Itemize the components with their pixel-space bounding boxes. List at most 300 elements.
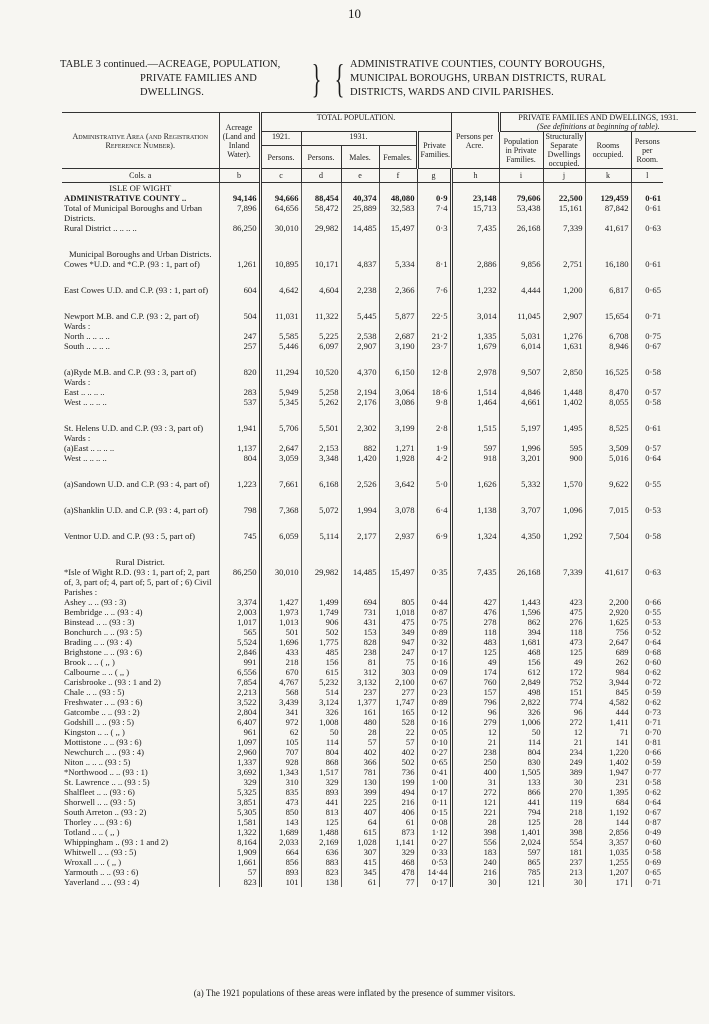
cell: 707 bbox=[260, 747, 301, 757]
cell: 4,661 bbox=[499, 397, 543, 407]
cell: 49 bbox=[543, 657, 585, 667]
cell: 0·57 bbox=[631, 443, 663, 453]
cell: 1,097 bbox=[219, 737, 260, 747]
row-label: South Arreton .. (93 : 2) bbox=[64, 807, 147, 817]
cell: 6,817 bbox=[585, 285, 631, 295]
cell: 40,374 bbox=[341, 193, 379, 203]
cell bbox=[301, 515, 341, 531]
cell: 0·08 bbox=[417, 817, 451, 827]
cell: 3,707 bbox=[499, 505, 543, 515]
row-label: Ventnor U.D. and C.P. (93 : 5, part of) bbox=[64, 531, 196, 541]
cell: 0·09 bbox=[417, 667, 451, 677]
row-label bbox=[62, 295, 219, 311]
cell: 1,377 bbox=[341, 697, 379, 707]
cell: 7,661 bbox=[260, 479, 301, 489]
cell: 71 bbox=[585, 727, 631, 737]
cell: 237 bbox=[543, 857, 585, 867]
cell: 312 bbox=[341, 667, 379, 677]
header-private-families: PRIVATE FAMILIES AND DWELLINGS, 1931. (See definitions at beginning of table). bbox=[499, 113, 696, 132]
cell: 0·69 bbox=[631, 857, 663, 867]
cell: 2,003 bbox=[219, 607, 260, 617]
cell: 30,010 bbox=[260, 223, 301, 233]
cell bbox=[379, 249, 417, 259]
cell: 7,368 bbox=[260, 505, 301, 515]
table-row bbox=[62, 597, 696, 607]
cell: 341 bbox=[260, 707, 301, 717]
cell: 2,751 bbox=[543, 259, 585, 269]
cell: 0·62 bbox=[631, 667, 663, 677]
cell: 77 bbox=[379, 877, 417, 887]
cell: 554 bbox=[543, 837, 585, 847]
cell: 57 bbox=[379, 737, 417, 747]
row-label: West .. .. .. .. bbox=[64, 397, 107, 407]
cell: 11,045 bbox=[499, 311, 543, 331]
cell: 231 bbox=[585, 777, 631, 787]
cell bbox=[585, 515, 631, 531]
table-row bbox=[62, 747, 696, 757]
row-label: North .. .. .. .. bbox=[64, 331, 110, 341]
cell: 498 bbox=[499, 687, 543, 697]
cell: 15,497 bbox=[379, 567, 417, 597]
cell: 48,080 bbox=[379, 193, 417, 203]
cell: 5·0 bbox=[417, 479, 451, 489]
cell: 2,907 bbox=[341, 341, 379, 351]
cell bbox=[543, 233, 585, 249]
row-label: Niton .. .. .. (93 : 5) bbox=[64, 757, 131, 767]
table-row bbox=[62, 737, 696, 747]
cell: 2,366 bbox=[379, 285, 417, 295]
cell: 21·2 bbox=[417, 331, 451, 341]
row-label bbox=[62, 407, 219, 423]
cell bbox=[260, 515, 301, 531]
cell: 12 bbox=[451, 727, 499, 737]
cell: 0·71 bbox=[631, 877, 663, 887]
cell: 1,343 bbox=[260, 767, 301, 777]
cell: 279 bbox=[451, 717, 499, 727]
table-row bbox=[62, 797, 696, 807]
row-label bbox=[62, 515, 219, 531]
cell: 144 bbox=[585, 817, 631, 827]
cell bbox=[543, 183, 585, 194]
cell: 225 bbox=[341, 797, 379, 807]
cell: 1,514 bbox=[451, 387, 499, 397]
cell: 249 bbox=[543, 757, 585, 767]
cell bbox=[417, 249, 451, 259]
cell: 199 bbox=[379, 777, 417, 787]
cell bbox=[585, 183, 631, 194]
cell bbox=[499, 295, 543, 311]
cell: 0·77 bbox=[631, 767, 663, 777]
cell: 1,335 bbox=[451, 331, 499, 341]
row-label: Bembridge .. .. (93 : 4) bbox=[64, 607, 143, 617]
cell: 1,137 bbox=[219, 443, 260, 453]
cell: 2,238 bbox=[341, 285, 379, 295]
table-row bbox=[62, 617, 696, 627]
cell: 7,435 bbox=[451, 567, 499, 597]
cell: 1,747 bbox=[379, 697, 417, 707]
cell: 796 bbox=[451, 697, 499, 707]
cell: 22,500 bbox=[543, 193, 585, 203]
cell: 276 bbox=[543, 617, 585, 627]
cell: 0·35 bbox=[417, 567, 451, 597]
cell: 0·61 bbox=[631, 193, 663, 203]
cell: 1,013 bbox=[260, 617, 301, 627]
cell: 218 bbox=[543, 807, 585, 817]
cell bbox=[631, 233, 663, 249]
cell: 1,679 bbox=[451, 341, 499, 351]
cell bbox=[499, 269, 543, 285]
cell: 2,937 bbox=[379, 531, 417, 541]
cell bbox=[499, 183, 543, 194]
cell: 2,024 bbox=[499, 837, 543, 847]
cell bbox=[219, 249, 260, 259]
cell: 16,525 bbox=[585, 367, 631, 387]
cell: 604 bbox=[219, 285, 260, 295]
cell: 399 bbox=[341, 787, 379, 797]
cell bbox=[260, 463, 301, 479]
row-label: Shorwell .. .. (93 : 5) bbox=[64, 797, 136, 807]
cell bbox=[451, 489, 499, 505]
cell: 161 bbox=[341, 707, 379, 717]
cell: 476 bbox=[451, 607, 499, 617]
cell bbox=[543, 407, 585, 423]
table-row bbox=[62, 531, 696, 541]
table-row bbox=[62, 351, 696, 367]
cell: 0·67 bbox=[631, 341, 663, 351]
cell bbox=[585, 249, 631, 259]
cell: 893 bbox=[260, 867, 301, 877]
cell bbox=[499, 233, 543, 249]
table-row bbox=[62, 777, 696, 787]
cell: 4,370 bbox=[341, 367, 379, 387]
table-row bbox=[62, 505, 696, 515]
cell: 0·68 bbox=[631, 647, 663, 657]
cell: 2,978 bbox=[451, 367, 499, 387]
cell bbox=[417, 541, 451, 557]
cell bbox=[341, 269, 379, 285]
cell: 14,485 bbox=[341, 223, 379, 233]
cell: 114 bbox=[499, 737, 543, 747]
table-row bbox=[62, 837, 696, 847]
cell: 736 bbox=[379, 767, 417, 777]
cell: 820 bbox=[219, 367, 260, 387]
cell: 595 bbox=[543, 443, 585, 453]
cell bbox=[631, 515, 663, 531]
cell: 366 bbox=[341, 757, 379, 767]
row-label: Whippingham .. (93 : 1 and 2) bbox=[64, 837, 169, 847]
cell: 23·7 bbox=[417, 341, 451, 351]
cell bbox=[631, 489, 663, 505]
cell bbox=[260, 249, 301, 259]
row-label bbox=[62, 463, 219, 479]
row-label: Binstead .. .. (93 : 3) bbox=[64, 617, 135, 627]
table-row bbox=[62, 657, 696, 667]
cell: 270 bbox=[543, 787, 585, 797]
cell: 8,055 bbox=[585, 397, 631, 407]
cell: 984 bbox=[585, 667, 631, 677]
row-label: East .. .. .. .. bbox=[64, 387, 105, 397]
cell: 689 bbox=[585, 647, 631, 657]
cell: 2,822 bbox=[499, 697, 543, 707]
table-row bbox=[62, 647, 696, 657]
cell bbox=[543, 515, 585, 531]
cell: 165 bbox=[379, 707, 417, 717]
cell: 86,250 bbox=[219, 223, 260, 233]
cell: 79,606 bbox=[499, 193, 543, 203]
cell bbox=[341, 557, 379, 567]
cell: 1,141 bbox=[379, 837, 417, 847]
row-label: Newchurch .. .. (93 : 4) bbox=[64, 747, 144, 757]
row-label: (a)Ryde M.B. and C.P. (93 : 3, part of) Wards : bbox=[64, 367, 197, 387]
header-acreage: Acreage (Land and Inland Water). bbox=[219, 113, 260, 169]
cell: 670 bbox=[260, 667, 301, 677]
cell: 21 bbox=[543, 737, 585, 747]
cell: 3,944 bbox=[585, 677, 631, 687]
table-row bbox=[62, 387, 696, 397]
cell: 756 bbox=[585, 627, 631, 637]
cell: 8,164 bbox=[219, 837, 260, 847]
cell: 612 bbox=[499, 667, 543, 677]
cell: 29,982 bbox=[301, 223, 341, 233]
cell: 28 bbox=[341, 727, 379, 737]
cell: 0·60 bbox=[631, 657, 663, 667]
cell: 1,008 bbox=[301, 717, 341, 727]
cell bbox=[499, 489, 543, 505]
cell: 5,225 bbox=[301, 331, 341, 341]
footnote: (a) The 1921 populations of these areas were inflated by the presence of summer visitors. bbox=[193, 988, 516, 998]
cell: 15,497 bbox=[379, 223, 417, 233]
cell bbox=[260, 295, 301, 311]
cell bbox=[451, 351, 499, 367]
cell: 882 bbox=[341, 443, 379, 453]
cell: 502 bbox=[301, 627, 341, 637]
cell bbox=[219, 269, 260, 285]
cell bbox=[341, 463, 379, 479]
table-row bbox=[62, 717, 696, 727]
cell: 283 bbox=[219, 387, 260, 397]
cell: 15,161 bbox=[543, 203, 585, 223]
cell bbox=[301, 557, 341, 567]
cell: 1,028 bbox=[341, 837, 379, 847]
cell: 468 bbox=[499, 647, 543, 657]
cell bbox=[499, 463, 543, 479]
cell: 1,427 bbox=[260, 597, 301, 607]
cell bbox=[585, 269, 631, 285]
header-area: Administrative Area (and Registration Reference Number). bbox=[62, 113, 219, 169]
cell: 0·55 bbox=[631, 607, 663, 617]
cell: 4,642 bbox=[260, 285, 301, 295]
table-row bbox=[62, 331, 696, 341]
cell: 798 bbox=[219, 505, 260, 515]
row-label: *Isle of Wight R.D. (93 : 1, part of; 2, part of, 3, part of; 4, part of; 5, part of ; 6) Civil Parishes : bbox=[64, 567, 212, 597]
table-row bbox=[62, 203, 696, 223]
cell bbox=[341, 541, 379, 557]
table-row bbox=[62, 269, 696, 285]
row-label bbox=[62, 269, 219, 285]
cell: 0·41 bbox=[417, 767, 451, 777]
cell bbox=[451, 295, 499, 311]
cell bbox=[451, 407, 499, 423]
cell: 22·5 bbox=[417, 311, 451, 331]
cell: 0·17 bbox=[417, 877, 451, 887]
cell: 5,197 bbox=[499, 423, 543, 443]
row-label: Freshwater .. .. (93 : 6) bbox=[64, 697, 143, 707]
cell: 105 bbox=[260, 737, 301, 747]
cell: 0·65 bbox=[417, 757, 451, 767]
table-row bbox=[62, 407, 696, 423]
cell: 1,261 bbox=[219, 259, 260, 269]
cell: 4,444 bbox=[499, 285, 543, 295]
cell: 5,258 bbox=[301, 387, 341, 397]
cell: 125 bbox=[451, 647, 499, 657]
cell: 0·12 bbox=[417, 707, 451, 717]
cell: 1,443 bbox=[499, 597, 543, 607]
cell: 684 bbox=[585, 797, 631, 807]
cell: 1,596 bbox=[499, 607, 543, 617]
row-label: Kingston .. .. ( ,, ) bbox=[64, 727, 125, 737]
cell: 1,200 bbox=[543, 285, 585, 295]
cell: 8·1 bbox=[417, 259, 451, 269]
cell: 0·17 bbox=[417, 647, 451, 657]
cell: 125 bbox=[543, 647, 585, 657]
cell: 156 bbox=[301, 657, 341, 667]
cell: 25,889 bbox=[341, 203, 379, 223]
cell: 1,973 bbox=[260, 607, 301, 617]
cell: 30 bbox=[543, 877, 585, 887]
cell: 0·87 bbox=[417, 607, 451, 617]
cell: 0·63 bbox=[631, 223, 663, 233]
cell: 1,775 bbox=[301, 637, 341, 647]
cell: 752 bbox=[543, 677, 585, 687]
cell: 3,199 bbox=[379, 423, 417, 443]
table-row bbox=[62, 877, 696, 887]
cell: 2,169 bbox=[301, 837, 341, 847]
header-persons: Persons. bbox=[301, 146, 341, 169]
table-row bbox=[62, 827, 696, 837]
row-label: Wroxall .. .. ( ,, ) bbox=[64, 857, 122, 867]
cell bbox=[301, 407, 341, 423]
row-label bbox=[62, 233, 219, 249]
cell: 597 bbox=[499, 847, 543, 857]
cell: 0·17 bbox=[417, 787, 451, 797]
cell bbox=[417, 295, 451, 311]
cell: 326 bbox=[499, 707, 543, 717]
table-row bbox=[62, 857, 696, 867]
cell: 760 bbox=[451, 677, 499, 687]
cell: 0·89 bbox=[417, 627, 451, 637]
cell bbox=[417, 351, 451, 367]
cell: 6,059 bbox=[260, 531, 301, 541]
cell: 183 bbox=[451, 847, 499, 857]
cell bbox=[379, 541, 417, 557]
cell: 2,849 bbox=[499, 677, 543, 687]
cell: 0·62 bbox=[631, 787, 663, 797]
cell: 1,505 bbox=[499, 767, 543, 777]
cell: 181 bbox=[543, 847, 585, 857]
cell: 0·67 bbox=[631, 807, 663, 817]
table-row bbox=[62, 677, 696, 687]
cell: 10,520 bbox=[301, 367, 341, 387]
cell: 307 bbox=[341, 847, 379, 857]
cell: 1,402 bbox=[543, 397, 585, 407]
table-row bbox=[62, 489, 696, 505]
cell: 247 bbox=[219, 331, 260, 341]
cell: 636 bbox=[301, 847, 341, 857]
cell: 928 bbox=[260, 757, 301, 767]
cell: 277 bbox=[379, 687, 417, 697]
cell bbox=[379, 515, 417, 531]
cell bbox=[301, 489, 341, 505]
cell: 468 bbox=[379, 857, 417, 867]
cell: 502 bbox=[379, 757, 417, 767]
cell: 26,168 bbox=[499, 223, 543, 233]
cell bbox=[499, 515, 543, 531]
cell bbox=[451, 183, 499, 194]
cell: 30 bbox=[543, 777, 585, 787]
cell: 504 bbox=[219, 311, 260, 331]
cell: 272 bbox=[543, 717, 585, 727]
cell: 2,153 bbox=[301, 443, 341, 453]
cell: 119 bbox=[543, 797, 585, 807]
cell: 1,324 bbox=[451, 531, 499, 541]
cell: 2,302 bbox=[341, 423, 379, 443]
cell: 2,856 bbox=[585, 827, 631, 837]
row-label: (a)Shanklin U.D. and C.P. (93 : 4, part of) bbox=[64, 505, 208, 515]
cell: 565 bbox=[219, 627, 260, 637]
cell: 8,470 bbox=[585, 387, 631, 397]
cell: 278 bbox=[451, 617, 499, 627]
cell: 1,909 bbox=[219, 847, 260, 857]
cell: 398 bbox=[543, 827, 585, 837]
cell: 0·27 bbox=[417, 837, 451, 847]
cell: 7,339 bbox=[543, 223, 585, 233]
cell bbox=[301, 463, 341, 479]
header-1921: 1921. bbox=[260, 132, 301, 146]
cell: 3,348 bbox=[301, 453, 341, 463]
row-label: ADMINISTRATIVE COUNTY .. bbox=[64, 193, 187, 203]
cell: 2,033 bbox=[260, 837, 301, 847]
cell: 781 bbox=[341, 767, 379, 777]
cell bbox=[379, 557, 417, 567]
cell: 1,488 bbox=[301, 827, 341, 837]
cell: 394 bbox=[499, 627, 543, 637]
row-label: Total of Municipal Boroughs and Urban Districts. bbox=[64, 203, 203, 223]
cell: 221 bbox=[451, 807, 499, 817]
row-label: Yaverland .. .. (93 : 4) bbox=[64, 877, 140, 887]
cell bbox=[219, 183, 260, 194]
row-label: Yarmouth .. .. (93 : 6) bbox=[64, 867, 139, 877]
cell: 475 bbox=[379, 617, 417, 627]
cell: 50 bbox=[301, 727, 341, 737]
cell: 1,681 bbox=[499, 637, 543, 647]
cell bbox=[585, 233, 631, 249]
cell: 1,994 bbox=[341, 505, 379, 515]
cell: 856 bbox=[260, 857, 301, 867]
cell bbox=[379, 489, 417, 505]
cell: 1,223 bbox=[219, 479, 260, 489]
cell: 157 bbox=[451, 687, 499, 697]
cell: 568 bbox=[260, 687, 301, 697]
table-row bbox=[62, 453, 696, 463]
cell bbox=[301, 183, 341, 194]
cell: 0·59 bbox=[631, 687, 663, 697]
cell: 0·89 bbox=[417, 697, 451, 707]
cell: 3,014 bbox=[451, 311, 499, 331]
cell: 2,687 bbox=[379, 331, 417, 341]
cell: 7,854 bbox=[219, 677, 260, 687]
cell: 845 bbox=[585, 687, 631, 697]
cell: 0·58 bbox=[631, 777, 663, 787]
